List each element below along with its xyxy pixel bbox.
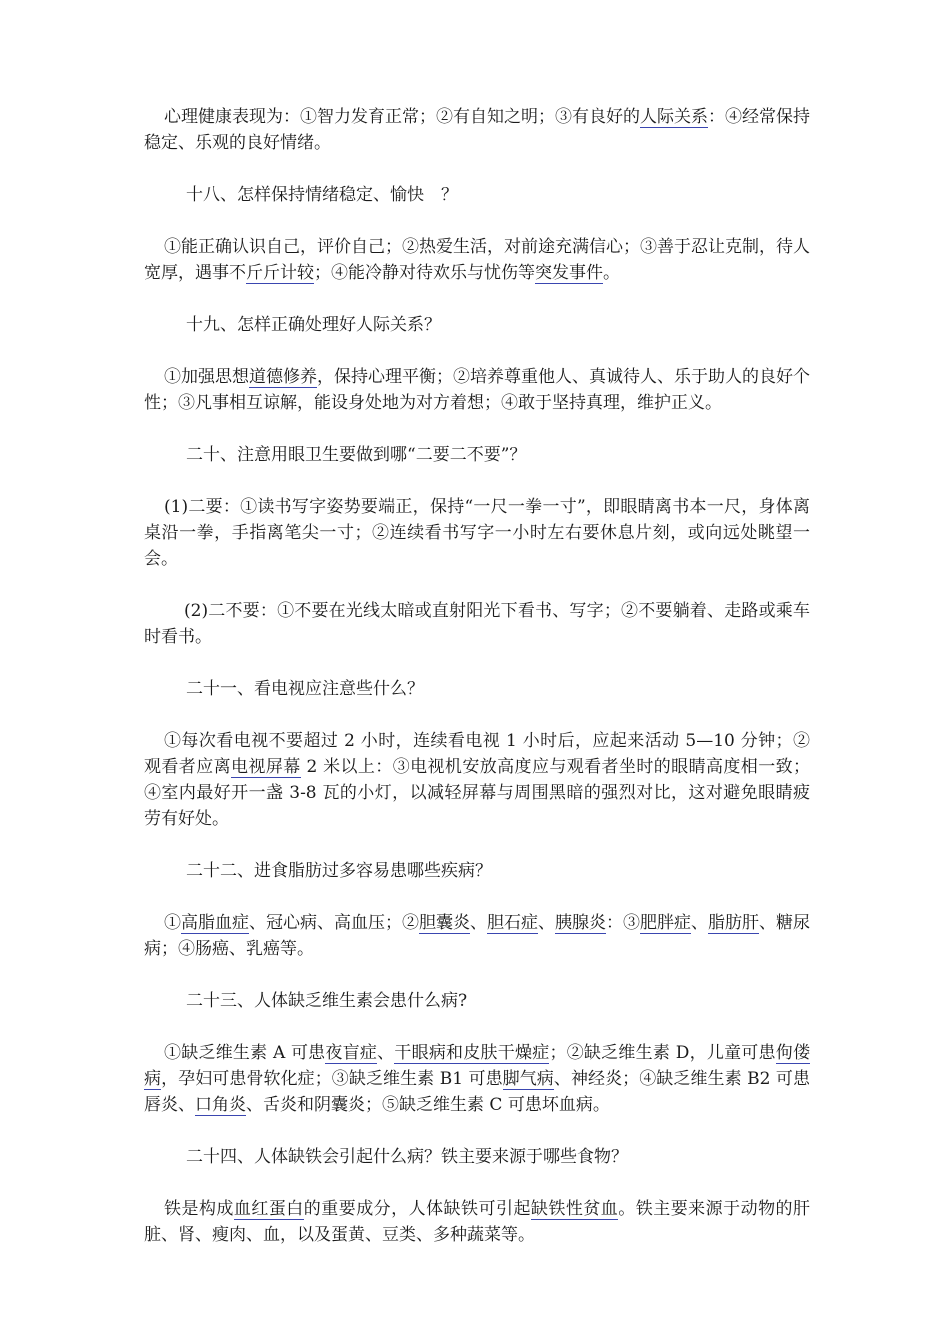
text-run: ，保持心理平衡；②培养尊重他人、真诚待人、乐于助人的良好个性；③凡事相互谅解，能设身处地为对方着想；④敢于坚持真理，维护正义。 — [144, 367, 810, 413]
question-22: 二十二、进食脂肪过多容易患哪些疾病？ — [186, 861, 492, 881]
hyperlink[interactable]: 胰腺炎 — [555, 913, 606, 933]
text-run: ；②缺乏维生素 D，儿童可患 — [549, 1043, 776, 1063]
question-19: 十九、怎样正确处理好人际关系？ — [186, 315, 441, 335]
text-run: ，孕妇可患骨软化症；③缺乏维生素 B1 可患 — [161, 1069, 503, 1089]
answer-17 — [144, 104, 810, 156]
hyperlink[interactable]: 道德修养 — [249, 367, 317, 387]
hyperlink[interactable]: 干眼病和皮肤干燥症 — [394, 1043, 550, 1063]
hyperlink[interactable]: 斤斤计较 — [246, 263, 314, 283]
text-run: ①能正确认识自己，评价自己；②热爱生活，对前途充满信心；③善于忍让克制，待人宽厚，遇事不 — [144, 237, 810, 283]
hyperlink[interactable]: 高脂血症 — [181, 913, 249, 933]
hyperlink[interactable]: 脂肪肝 — [708, 913, 759, 933]
question-21: 二十一、看电视应注意些什么？ — [186, 679, 424, 699]
answer-21 — [144, 728, 810, 832]
text-run: 、 — [691, 913, 708, 933]
question-23: 二十三、人体缺乏维生素会患什么病? — [186, 991, 468, 1011]
text-run: ①加强思想 — [164, 367, 249, 387]
hyperlink[interactable]: 胆石症 — [487, 913, 538, 933]
hyperlink[interactable]: 突发事件 — [535, 263, 603, 283]
text-run: 。铁主要来源于动物的肝脏、肾、瘦肉、血，以及蛋黄、豆类、多种蔬菜等。 — [144, 1199, 811, 1245]
question-24: 二十四、人体缺铁会引起什么病？铁主要来源于哪些食物？ — [186, 1147, 628, 1167]
hyperlink[interactable]: 电视屏幕 — [231, 757, 301, 777]
answer-19 — [144, 364, 810, 416]
answer-22 — [144, 910, 810, 962]
hyperlink[interactable]: 肥胖症 — [640, 913, 691, 933]
text-run: ① — [164, 913, 181, 933]
text-run: 、糖尿病；④肠癌、乳癌等。 — [144, 913, 810, 959]
answer-20-part-1: (1)二要：①读书写字姿势要端正，保持“一尺一拳一寸”，即眼睛离书本一尺，身体离桌沿一拳，手指离笔尖一寸；②连续看书写字一小时左右要休息片刻，或向远处眺望一会。 — [144, 497, 810, 569]
text-run: 、舌炎和阴囊炎；⑤缺乏维生素 C 可患坏血病。 — [246, 1095, 610, 1115]
question-20: 二十、注意用眼卫生要做到哪“二要二不要”？ — [186, 445, 527, 465]
text-run: 。 — [603, 263, 620, 283]
hyperlink[interactable]: 佝偻病 — [144, 1043, 811, 1089]
text-run: ；④能冷静对待欢乐与忧伤等 — [314, 263, 535, 283]
text-run: 铁是构成 — [164, 1199, 234, 1219]
hyperlink[interactable]: 脚气病 — [502, 1069, 554, 1089]
answer-23 — [144, 1040, 810, 1118]
hyperlink[interactable]: 口角炎 — [195, 1095, 246, 1115]
text-run: 、 — [377, 1043, 395, 1063]
text-run: 心理健康表现为：①智力发育正常；②有自知之明；③有良好的 — [164, 107, 640, 127]
text-run: ：③ — [606, 913, 640, 933]
hyperlink[interactable]: 血红蛋白 — [233, 1199, 304, 1219]
question-18: 十八、怎样保持情绪稳定、愉快 ？ — [186, 185, 458, 205]
answer-18 — [144, 234, 810, 286]
document-body — [144, 104, 810, 1248]
answer-20-part-2: (2)二不要：①不要在光线太暗或直射阳光下看书、写字；②不要躺着、走路或乘车时看书。 — [144, 601, 810, 647]
hyperlink[interactable]: 胆囊炎 — [419, 913, 470, 933]
text-run: ①每次看电视不要超过 2 小时，连续看电视 1 小时后，应起来活动 5—10 分钟；②观看者应离 — [144, 731, 810, 777]
answer-24 — [144, 1196, 810, 1248]
hyperlink[interactable]: 夜盲症 — [325, 1043, 378, 1063]
text-run: 、 — [538, 913, 555, 933]
text-run: 的重要成分，人体缺铁可引起 — [303, 1199, 531, 1219]
text-run: ：④经常保持稳定、乐观的良好情绪。 — [144, 107, 810, 153]
text-run: 、冠心病、高血压；② — [249, 913, 419, 933]
hyperlink[interactable]: 人际关系 — [640, 107, 708, 127]
text-run: 、神经炎；④缺乏维生素 B2 可患唇炎、 — [144, 1069, 811, 1115]
text-run: 、 — [470, 913, 487, 933]
hyperlink[interactable]: 缺铁性贫血 — [530, 1199, 619, 1219]
text-run: ①缺乏维生素 A 可患 — [164, 1043, 326, 1063]
text-run: 2 米以上：③电视机安放高度应与观看者坐时的眼睛高度相一致；④室内最好开一盏 3-8 瓦的小灯，以减轻屏幕与周围黑暗的强烈对比，这对避免眼睛疲劳有好处。 — [144, 757, 811, 829]
